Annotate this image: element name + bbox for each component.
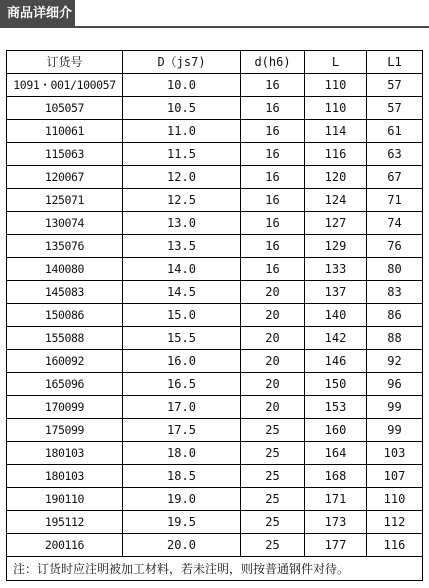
d-js7-cell: 15.0 xyxy=(123,304,241,327)
l-cell: 137 xyxy=(305,281,367,304)
order-no-cell: 190110 xyxy=(7,488,123,511)
table-row xyxy=(7,488,423,511)
l1-cell: 110 xyxy=(367,488,423,511)
l1-cell: 88 xyxy=(367,327,423,350)
table-row xyxy=(7,97,423,120)
l-cell: 120 xyxy=(305,166,367,189)
l1-cell: 71 xyxy=(367,189,423,212)
table-note: 注：订货时应注明被加工材料，若未注明，则按普通钢件对待。 xyxy=(7,557,423,581)
l1-cell: 96 xyxy=(367,373,423,396)
l-cell: 160 xyxy=(305,419,367,442)
column-header-d-h6: d(h6) xyxy=(241,51,305,74)
order-no-cell: 105057 xyxy=(7,97,123,120)
l-cell: 110 xyxy=(305,74,367,97)
table-row xyxy=(7,281,423,304)
d-js7-cell: 12.0 xyxy=(123,166,241,189)
d-h6-cell: 25 xyxy=(241,465,305,488)
column-header-order-no: 订货号 xyxy=(7,51,123,74)
d-h6-cell: 16 xyxy=(241,166,305,189)
l1-cell: 61 xyxy=(367,120,423,143)
order-no-cell: 125071 xyxy=(7,189,123,212)
column-header-l1: L1 xyxy=(367,51,423,74)
table-row xyxy=(7,189,423,212)
l-cell: 150 xyxy=(305,373,367,396)
l-cell: 110 xyxy=(305,97,367,120)
l-cell: 129 xyxy=(305,235,367,258)
l1-cell: 63 xyxy=(367,143,423,166)
order-no-cell: 120067 xyxy=(7,166,123,189)
d-h6-cell: 25 xyxy=(241,442,305,465)
table-row xyxy=(7,465,423,488)
l1-cell: 76 xyxy=(367,235,423,258)
d-h6-cell: 16 xyxy=(241,258,305,281)
d-h6-cell: 20 xyxy=(241,350,305,373)
d-js7-cell: 15.5 xyxy=(123,327,241,350)
section-title: 商品详细介绍 xyxy=(0,0,75,28)
l-cell: 142 xyxy=(305,327,367,350)
table-row xyxy=(7,534,423,557)
d-h6-cell: 25 xyxy=(241,419,305,442)
d-js7-cell: 16.5 xyxy=(123,373,241,396)
l1-cell: 57 xyxy=(367,74,423,97)
order-no-cell: 145083 xyxy=(7,281,123,304)
d-h6-cell: 20 xyxy=(241,327,305,350)
l1-cell: 99 xyxy=(367,396,423,419)
d-js7-cell: 20.0 xyxy=(123,534,241,557)
order-no-cell: 140080 xyxy=(7,258,123,281)
l-cell: 177 xyxy=(305,534,367,557)
l1-cell: 112 xyxy=(367,511,423,534)
l1-cell: 107 xyxy=(367,465,423,488)
table-row xyxy=(7,120,423,143)
table-row xyxy=(7,74,423,97)
d-js7-cell: 13.5 xyxy=(123,235,241,258)
d-js7-cell: 17.5 xyxy=(123,419,241,442)
d-h6-cell: 25 xyxy=(241,511,305,534)
d-js7-cell: 14.0 xyxy=(123,258,241,281)
order-no-cell: 180103 xyxy=(7,442,123,465)
table-row xyxy=(7,258,423,281)
table-row xyxy=(7,235,423,258)
spec-table xyxy=(6,50,423,581)
d-js7-cell: 18.5 xyxy=(123,465,241,488)
d-js7-cell: 11.5 xyxy=(123,143,241,166)
section-header xyxy=(0,0,429,49)
d-h6-cell: 25 xyxy=(241,534,305,557)
order-no-cell: 115063 xyxy=(7,143,123,166)
d-h6-cell: 16 xyxy=(241,189,305,212)
order-no-cell: 180103 xyxy=(7,465,123,488)
l1-cell: 57 xyxy=(367,97,423,120)
table-row xyxy=(7,327,423,350)
order-no-cell: 200116 xyxy=(7,534,123,557)
l1-cell: 67 xyxy=(367,166,423,189)
header-divider xyxy=(0,26,429,28)
l1-cell: 74 xyxy=(367,212,423,235)
l1-cell: 86 xyxy=(367,304,423,327)
order-no-cell: 155088 xyxy=(7,327,123,350)
d-h6-cell: 20 xyxy=(241,281,305,304)
d-js7-cell: 10.0 xyxy=(123,74,241,97)
d-h6-cell: 20 xyxy=(241,304,305,327)
l-cell: 140 xyxy=(305,304,367,327)
order-no-cell: 175099 xyxy=(7,419,123,442)
d-js7-cell: 19.0 xyxy=(123,488,241,511)
d-h6-cell: 20 xyxy=(241,373,305,396)
l-cell: 153 xyxy=(305,396,367,419)
l-cell: 133 xyxy=(305,258,367,281)
l1-cell: 80 xyxy=(367,258,423,281)
d-js7-cell: 10.5 xyxy=(123,97,241,120)
table-row xyxy=(7,304,423,327)
l1-cell: 83 xyxy=(367,281,423,304)
order-no-cell: 150086 xyxy=(7,304,123,327)
l-cell: 146 xyxy=(305,350,367,373)
order-no-cell: 1091・001/100057 xyxy=(7,74,123,97)
d-h6-cell: 16 xyxy=(241,120,305,143)
table-row xyxy=(7,373,423,396)
l-cell: 127 xyxy=(305,212,367,235)
spec-table-body xyxy=(7,51,423,581)
d-js7-cell: 17.0 xyxy=(123,396,241,419)
d-js7-cell: 12.5 xyxy=(123,189,241,212)
l-cell: 171 xyxy=(305,488,367,511)
table-row xyxy=(7,396,423,419)
d-h6-cell: 16 xyxy=(241,143,305,166)
l1-cell: 99 xyxy=(367,419,423,442)
l-cell: 164 xyxy=(305,442,367,465)
d-js7-cell: 13.0 xyxy=(123,212,241,235)
table-note-row xyxy=(7,557,423,581)
d-h6-cell: 16 xyxy=(241,74,305,97)
l-cell: 173 xyxy=(305,511,367,534)
l1-cell: 92 xyxy=(367,350,423,373)
table-row xyxy=(7,143,423,166)
d-h6-cell: 16 xyxy=(241,212,305,235)
l1-cell: 103 xyxy=(367,442,423,465)
order-no-cell: 165096 xyxy=(7,373,123,396)
d-js7-cell: 14.5 xyxy=(123,281,241,304)
d-js7-cell: 11.0 xyxy=(123,120,241,143)
order-no-cell: 160092 xyxy=(7,350,123,373)
d-h6-cell: 20 xyxy=(241,396,305,419)
order-no-cell: 135076 xyxy=(7,235,123,258)
column-header-l: L xyxy=(305,51,367,74)
order-no-cell: 170099 xyxy=(7,396,123,419)
table-row xyxy=(7,442,423,465)
l1-cell: 116 xyxy=(367,534,423,557)
d-js7-cell: 19.5 xyxy=(123,511,241,534)
table-row xyxy=(7,419,423,442)
d-h6-cell: 25 xyxy=(241,488,305,511)
d-js7-cell: 18.0 xyxy=(123,442,241,465)
l-cell: 116 xyxy=(305,143,367,166)
l-cell: 114 xyxy=(305,120,367,143)
order-no-cell: 110061 xyxy=(7,120,123,143)
table-row xyxy=(7,212,423,235)
d-h6-cell: 16 xyxy=(241,97,305,120)
table-header-row xyxy=(7,51,423,74)
table-row xyxy=(7,511,423,534)
table-row xyxy=(7,166,423,189)
table-row xyxy=(7,350,423,373)
column-header-d-js7: D（js7) xyxy=(123,51,241,74)
l-cell: 124 xyxy=(305,189,367,212)
d-h6-cell: 16 xyxy=(241,235,305,258)
order-no-cell: 130074 xyxy=(7,212,123,235)
d-js7-cell: 16.0 xyxy=(123,350,241,373)
l-cell: 168 xyxy=(305,465,367,488)
order-no-cell: 195112 xyxy=(7,511,123,534)
